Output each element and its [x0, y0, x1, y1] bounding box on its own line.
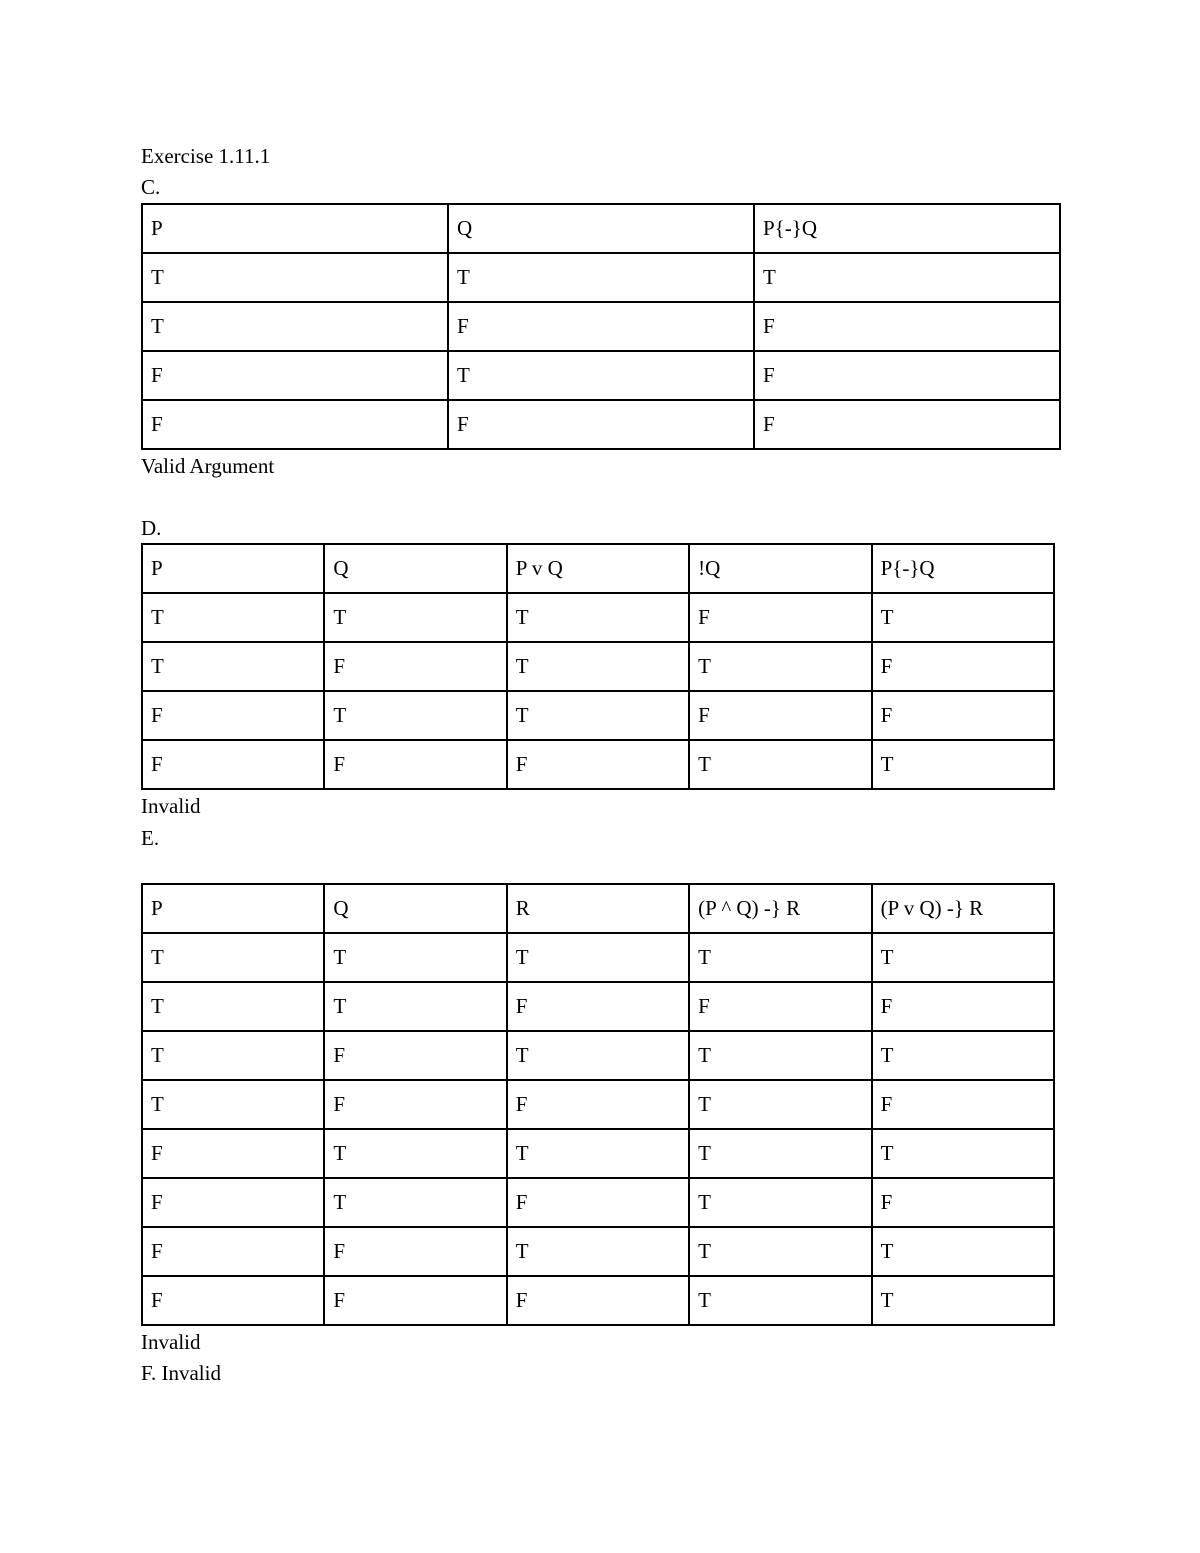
table-cell: T [689, 1080, 871, 1129]
table-cell: F [142, 691, 324, 740]
table-cell: T [689, 933, 871, 982]
table-cell: T [689, 1178, 871, 1227]
table-row [142, 1080, 1054, 1129]
table-cell: T [507, 642, 689, 691]
table-cell: T [448, 253, 754, 302]
table-cell: T [507, 691, 689, 740]
table-cell: F [754, 302, 1060, 351]
header-cell: Q [324, 884, 506, 933]
table-cell: F [507, 1178, 689, 1227]
table-cell: F [689, 593, 871, 642]
section-e-label: E. [141, 826, 160, 850]
table-row [142, 593, 1054, 642]
table-cell: F [689, 691, 871, 740]
table-cell: T [872, 740, 1054, 789]
table-cell: T [507, 933, 689, 982]
table-cell: T [872, 1031, 1054, 1080]
table-header-row [142, 544, 1054, 593]
table-cell: T [324, 593, 506, 642]
table-cell: T [872, 1276, 1054, 1325]
table-cell: T [142, 982, 324, 1031]
header-cell: P v Q [507, 544, 689, 593]
table-cell: T [689, 642, 871, 691]
header-cell: P [142, 204, 448, 253]
section-c-label: C. [141, 175, 161, 199]
header-cell: (P ^ Q) -} R [689, 884, 871, 933]
table-cell: F [689, 982, 871, 1031]
table-cell: F [142, 400, 448, 449]
header-cell: R [507, 884, 689, 933]
exercise-title: Exercise 1.11.1 [141, 144, 271, 168]
table-row [142, 982, 1054, 1031]
table-cell: F [872, 1178, 1054, 1227]
table-cell: F [872, 642, 1054, 691]
table-cell: F [324, 1276, 506, 1325]
table-cell: T [507, 1129, 689, 1178]
table-cell: T [689, 1129, 871, 1178]
table-cell: T [142, 253, 448, 302]
table-row [142, 1178, 1054, 1227]
table-cell: F [324, 642, 506, 691]
truth-table-e [141, 883, 1055, 1326]
table-cell: T [872, 933, 1054, 982]
table-cell: F [507, 740, 689, 789]
table-cell: F [142, 351, 448, 400]
table-cell: F [142, 1276, 324, 1325]
table-cell: F [872, 1080, 1054, 1129]
table-row [142, 302, 1060, 351]
table-cell: F [872, 691, 1054, 740]
table-cell: F [507, 982, 689, 1031]
table-cell: T [324, 933, 506, 982]
table-cell: T [689, 1276, 871, 1325]
table-cell: F [324, 1080, 506, 1129]
table-cell: T [448, 351, 754, 400]
table-cell: T [142, 933, 324, 982]
header-cell: P [142, 884, 324, 933]
table-cell: F [507, 1276, 689, 1325]
table-row [142, 933, 1054, 982]
section-e-conclusion: Invalid [141, 1330, 201, 1354]
table-cell: F [754, 400, 1060, 449]
table-cell: T [142, 1031, 324, 1080]
table-cell: F [324, 1031, 506, 1080]
section-d-label: D. [141, 516, 162, 540]
table-cell: T [872, 1227, 1054, 1276]
table-cell: T [872, 593, 1054, 642]
table-cell: T [324, 691, 506, 740]
section-d-conclusion: Invalid [141, 794, 201, 818]
header-cell: Q [448, 204, 754, 253]
header-cell: (P v Q) -} R [872, 884, 1054, 933]
table-cell: F [142, 740, 324, 789]
table-row [142, 351, 1060, 400]
table-row [142, 1227, 1054, 1276]
table-cell: F [324, 1227, 506, 1276]
table-cell: T [507, 1227, 689, 1276]
table-cell: T [689, 740, 871, 789]
table-row [142, 1129, 1054, 1178]
table-header-row [142, 204, 1060, 253]
table-cell: T [689, 1031, 871, 1080]
header-cell: !Q [689, 544, 871, 593]
table-cell: T [324, 1178, 506, 1227]
table-row [142, 1031, 1054, 1080]
table-cell: F [142, 1178, 324, 1227]
table-row [142, 740, 1054, 789]
truth-table-d [141, 543, 1055, 790]
table-row [142, 642, 1054, 691]
table-cell: T [142, 1080, 324, 1129]
table-cell: F [872, 982, 1054, 1031]
table-cell: T [324, 982, 506, 1031]
table-cell: T [872, 1129, 1054, 1178]
section-c-conclusion: Valid Argument [141, 454, 275, 478]
table-cell: F [448, 302, 754, 351]
table-cell: F [142, 1227, 324, 1276]
header-cell: Q [324, 544, 506, 593]
table-cell: T [507, 1031, 689, 1080]
table-cell: T [142, 642, 324, 691]
table-cell: T [754, 253, 1060, 302]
table-cell: F [754, 351, 1060, 400]
table-header-row [142, 884, 1054, 933]
section-f-line: F. Invalid [141, 1361, 221, 1385]
table-row [142, 691, 1054, 740]
table-cell: F [507, 1080, 689, 1129]
table-cell: T [142, 302, 448, 351]
table-cell: T [689, 1227, 871, 1276]
header-cell: P [142, 544, 324, 593]
table-cell: F [324, 740, 506, 789]
table-row [142, 400, 1060, 449]
table-cell: F [142, 1129, 324, 1178]
table-cell: F [448, 400, 754, 449]
table-cell: T [324, 1129, 506, 1178]
table-cell: T [507, 593, 689, 642]
truth-table-c [141, 203, 1061, 450]
header-cell: P{-}Q [872, 544, 1054, 593]
table-row [142, 253, 1060, 302]
table-cell: T [142, 593, 324, 642]
table-row [142, 1276, 1054, 1325]
header-cell: P{-}Q [754, 204, 1060, 253]
